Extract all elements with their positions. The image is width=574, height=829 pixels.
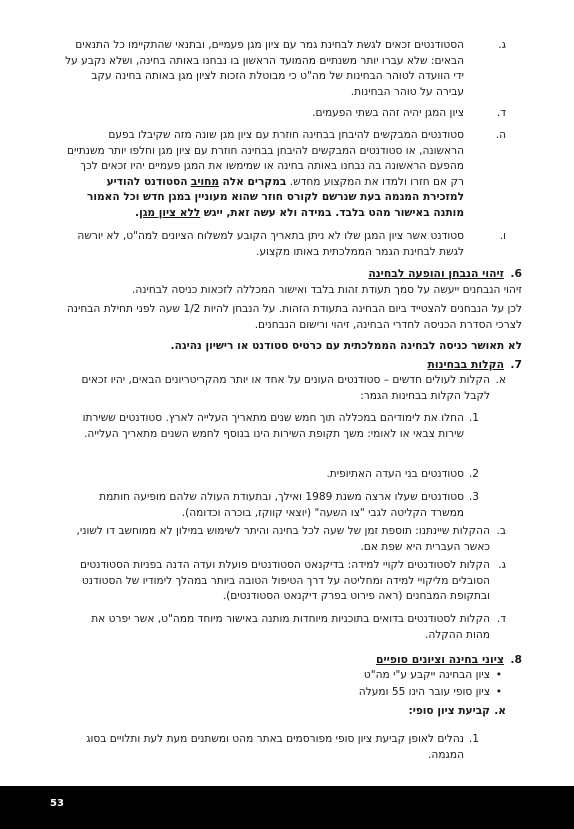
section-number: 6.	[510, 267, 522, 280]
paragraph-6-1: זיהוי הנבחנים ייעשה על סמך תעודת זהות בלבד ואישור המכללה לזכאות כניסה לבחינה.	[132, 284, 522, 296]
section-number: 7.	[510, 358, 522, 371]
paragraph-5h	[64, 128, 464, 222]
bold-underlined-text: מחויב	[190, 175, 220, 188]
paragraph-7a2: סטודנטים בני העדה האתיופית.	[326, 468, 464, 480]
paragraph-7d: הקלות לסטודנטים בדואים בתוכניות מיוחדות מותנה באישור מיוחד ממה"ט, אשר יפרט את מהות ההקלה.	[91, 613, 490, 641]
item-marker: 3.	[468, 491, 479, 503]
paragraph-5g: הסטודנטים זכאים לגשת לבחינת גמר עם ציון מגן פעמיים, ובתנאי שהתקיימו כל התנאים הבאים: שלא עברו יותר משנתיים מהמועד הראשון בו נבחנו באותה בחינה, ושלא נקבע על ידי הוועדה לטוהר הבחינות של מה"ט כי מבוטלת הזכות לציון מגן באותה בחינה עקב עבירה על טוהר הבחינות.	[65, 39, 464, 98]
item-marker: ג.	[498, 39, 506, 51]
subsection-heading: קביעת ציון סופי:	[408, 705, 490, 717]
paragraph-7a1: החלו את לימודיהם במכללה תוך חמש שנים מתאריך העלייה לארץ. סטודנטים ששירתו שירות צבאי או לאומי: משך תקופת השירות הינו בנוסף לחמש השנים מתאריך העלייה.	[82, 412, 464, 440]
paragraph-6-2: לכן על הנבחנים להצטייד ביום הבחינה בתעודת הזהות. על הנבחן להיות 1/2 שעה לפני תחילת הבחינה לצרכי הסדרת הכניסה לחדרי הבחינה, זיהוי ורישום הנבחנים.	[66, 303, 522, 331]
item-marker: ב.	[496, 525, 506, 537]
item-marker: 1.	[468, 412, 479, 424]
item-marker: ו.	[499, 230, 506, 242]
item-marker: א.	[494, 705, 506, 717]
bullet-item: • ציון הבחינה ייקבע ע"י מה"ט	[364, 668, 490, 684]
item-marker: 2.	[468, 468, 479, 480]
bold-text: הסטודנט להודיע למזכירת המגמה בעת שנרשם לקורס חוזר שהוא מעוניין במגן חדש וכל האמור מותנה באישור מהט בלבד. במידה ולא עשה זאת, ייגש	[86, 175, 464, 219]
paragraph-6-3: לא תאושר כניסה לבחינה הממלכתית עם כרטיס סטודנט או רישיון נהיגה.	[170, 340, 522, 352]
paragraph-7a3: סטודנטים שעלו ארצה משנת 1989 ואילך, ובתעודת העולה שלהם מופיעה חותמת ממשרד הקליטה לגבי "צו השעה" (יוצאי קווקז, בוכרה וכדומה).	[99, 491, 464, 519]
section-heading: ציוני בחינה וציונים סופיים	[375, 653, 504, 666]
bold-text: במקרים אלה	[222, 175, 287, 188]
item-marker: ד.	[496, 107, 506, 119]
punctuation: .	[135, 206, 140, 219]
paragraph-text: סטודנטים המבקשים להיבחן בבחינה חוזרת עם ציון מגן שונה מזה שקיבלו בפעם הראשונה, או סטודנטים המבקשים להיבחן בבחינה חוזרת עם ציון מגן וחלפו יותר משנתיים מהפעם הראשונה בה נבחנו באותה בחינה או שמימשו את המגן פעמיים יהיו זכאים לכך רק אם חזרו ולמדו את המקצוע מחדש.	[67, 129, 464, 188]
section-heading: זיהוי הנבחן והופעה לבחינה	[368, 267, 504, 280]
paragraph-5v: סטודנט אשר ציון המגן שלו לא ניתן בתאריך הקובע למשלוח הציונים למה"ט, לא יורשה לגשת לבחינת הגמר הממלכתית באותו מקצוע.	[77, 230, 464, 258]
section-heading: הקלות בבחינות	[427, 358, 504, 371]
page-footer	[0, 786, 574, 829]
bullet-item: • ציון סופי עובר הינו 55 ומעלה	[359, 685, 490, 701]
item-marker: 1.	[468, 733, 479, 745]
paragraph-7b: ההקלות שיינתנו: תוספת זמן של שעה לכל בחינה והיתר לשימוש במילון לא ממוחשב דו לשוני, כאשר העברית היא שפת אם.	[76, 525, 490, 553]
paragraph-5d: ציון המגן יהיה זהה בשתי הפעמים.	[312, 107, 464, 119]
paragraph-7g: הקלות לסטודנטים לקויי למידה: בדיקנאט הסטודנטים פועלת ועדה הדנה בפניות הסטודנטים הסובלים מליקויי למידה ומחליטה על דרך הטיפול הטובה ביותר במהלך לימודיו של הסטודנט ובתקופת המבחנים (ראה פירוט בפרק דיקנאט הסטודנטים).	[79, 559, 490, 603]
item-marker: ג.	[498, 559, 506, 571]
paragraph-8a1: נהלים לאופן קביעת ציון סופי מפורסמים באתר מהט ומשתנים מעת לעת ותלויים בסוג המגמה.	[86, 733, 464, 761]
page-number: 53	[50, 798, 64, 809]
section-number: 8.	[510, 653, 522, 666]
item-marker: א.	[495, 374, 506, 386]
paragraph-7a: הקלות לעולים חדשים – סטודנטים העונים על אחד או יותר מהקריטריונים הבאים, יהיו זכאים לקבל הקלות בבחינות הגמר:	[81, 374, 490, 402]
item-marker: ד.	[496, 613, 506, 625]
item-marker: ה.	[495, 129, 506, 141]
bold-underlined-text: ללא ציון מגן	[139, 206, 201, 219]
